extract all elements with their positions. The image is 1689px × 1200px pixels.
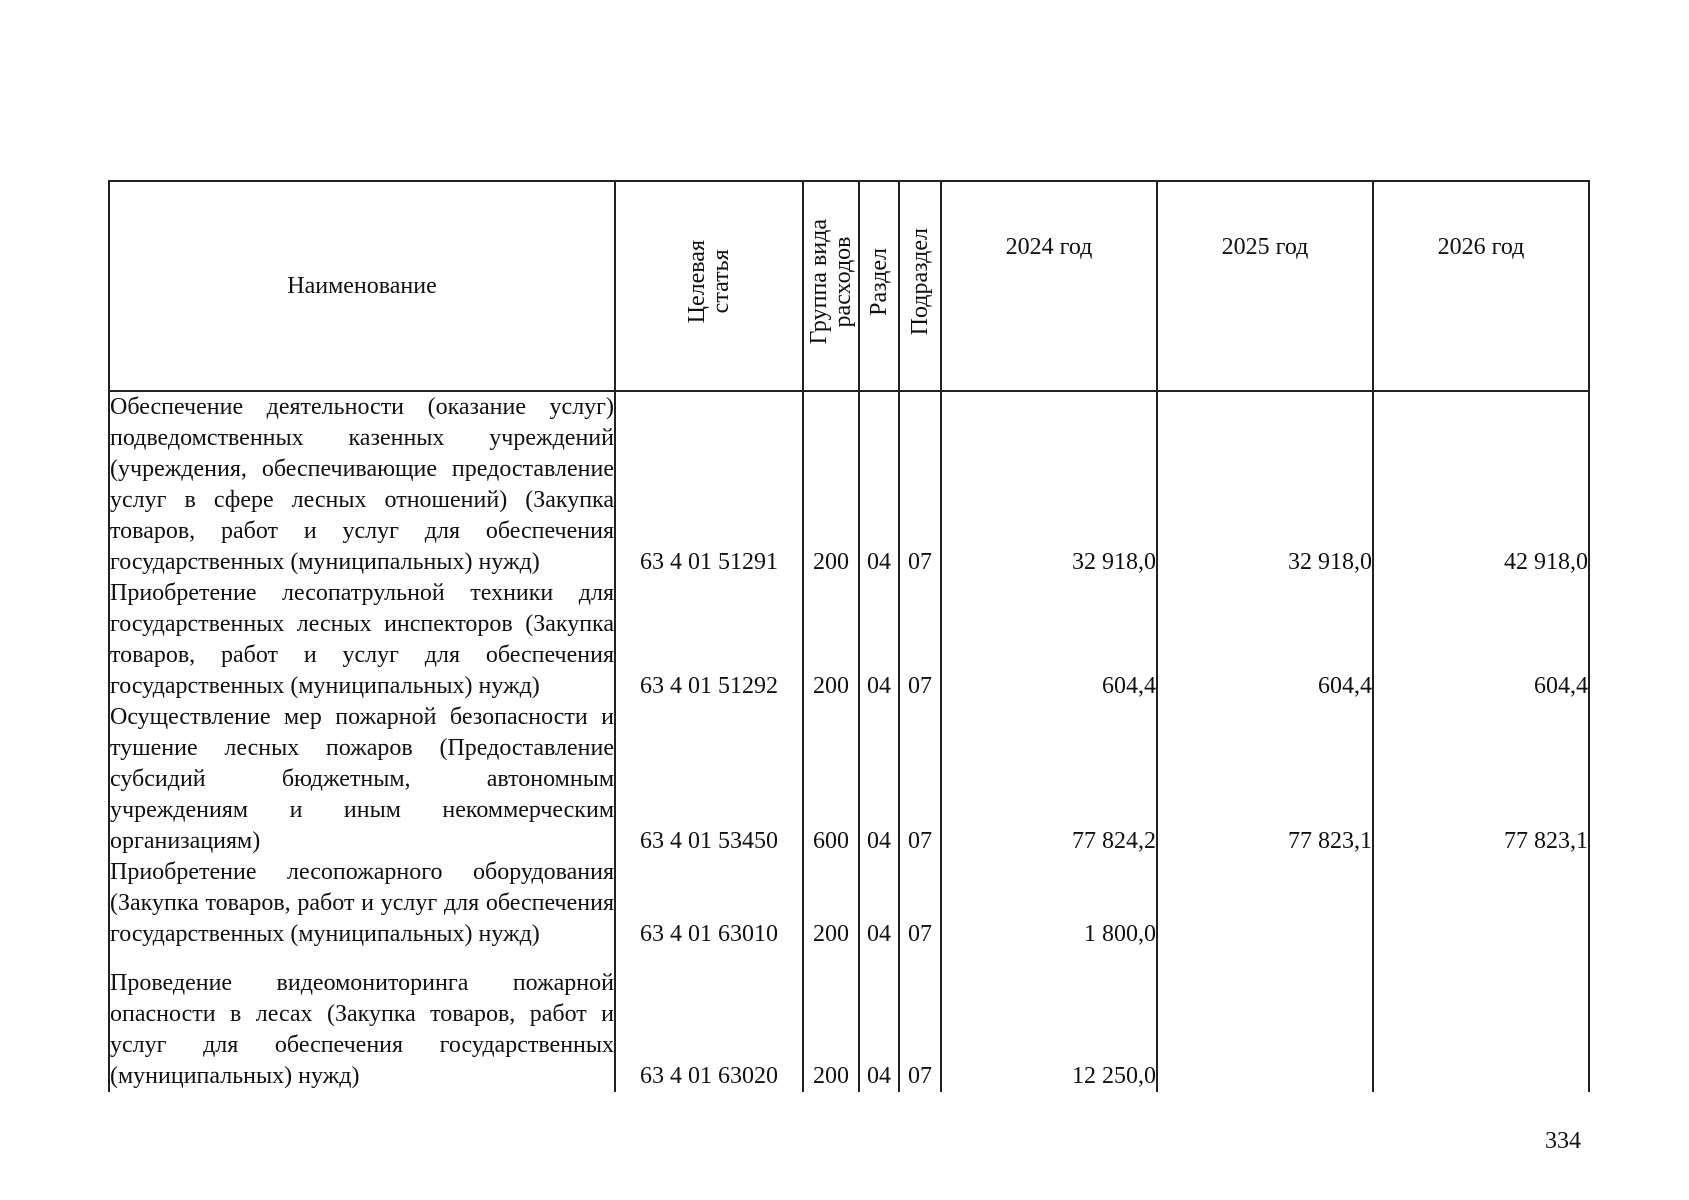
table-row [109,578,1589,702]
row-2026 [1373,950,1589,1092]
header-2024: 2024 год [941,181,1157,391]
row-subsection: 07 [899,578,941,702]
row-name: Приобретение лесопожарного оборудования (Закупка товаров, работ и услуг для обеспечения государственных (муниципальных) нужд) [109,857,615,950]
header-section: Раздел [859,181,899,391]
row-2024: 604,4 [941,578,1157,702]
row-name: Осуществление мер пожарной безопасности и тушение лесных пожаров (Предоставление субсидий бюджетным, автономным учреждениям и иным некоммерческим организациям) [109,702,615,857]
header-target-article: Целевая статья [615,181,803,391]
row-2026 [1373,857,1589,950]
table-row [109,857,1589,950]
row-2025: 604,4 [1157,578,1373,702]
row-group: 200 [803,391,859,578]
row-group: 200 [803,857,859,950]
row-2026: 77 823,1 [1373,702,1589,857]
row-section: 04 [859,391,899,578]
page-number: 334 [1545,1128,1581,1154]
header-row [109,181,1589,391]
row-code: 63 4 01 53450 [615,702,803,857]
budget-table [108,180,1590,1092]
row-2025 [1157,950,1373,1092]
header-expense-group: Группа вида расходов [803,181,859,391]
row-group: 600 [803,702,859,857]
row-group: 200 [803,950,859,1092]
row-code: 63 4 01 63010 [615,857,803,950]
table-row [109,950,1589,1092]
table-row [109,702,1589,857]
row-subsection: 07 [899,950,941,1092]
header-name: Наименование [109,181,615,391]
row-name: Проведение видеомониторинга пожарной опасности в лесах (Закупка товаров, работ и услуг для обеспечения государственных (муниципальных) нужд) [109,950,615,1092]
row-2025: 32 918,0 [1157,391,1373,578]
row-group: 200 [803,578,859,702]
row-2026: 604,4 [1373,578,1589,702]
row-section: 04 [859,702,899,857]
header-2025: 2025 год [1157,181,1373,391]
row-subsection: 07 [899,702,941,857]
row-2025: 77 823,1 [1157,702,1373,857]
row-2024: 32 918,0 [941,391,1157,578]
row-2024: 77 824,2 [941,702,1157,857]
row-section: 04 [859,950,899,1092]
row-subsection: 07 [899,857,941,950]
row-code: 63 4 01 63020 [615,950,803,1092]
header-subsection: Подраздел [899,181,941,391]
table-row [109,391,1589,578]
row-2024: 12 250,0 [941,950,1157,1092]
row-subsection: 07 [899,391,941,578]
row-code: 63 4 01 51291 [615,391,803,578]
row-2025 [1157,857,1373,950]
row-section: 04 [859,578,899,702]
row-2026: 42 918,0 [1373,391,1589,578]
row-name: Приобретение лесопатрульной техники для государственных лесных инспекторов (Закупка товаров, работ и услуг для обеспечения государственных (муниципальных) нужд) [109,578,615,702]
row-2024: 1 800,0 [941,857,1157,950]
row-name: Обеспечение деятельности (оказание услуг) подведомственных казенных учреждений (учреждения, обеспечивающие предоставление услуг в сфере лесных отношений) (Закупка товаров, работ и услуг для обеспечения государственных (муниципальных) нужд) [109,391,615,578]
header-2026: 2026 год [1373,181,1589,391]
row-section: 04 [859,857,899,950]
row-code: 63 4 01 51292 [615,578,803,702]
